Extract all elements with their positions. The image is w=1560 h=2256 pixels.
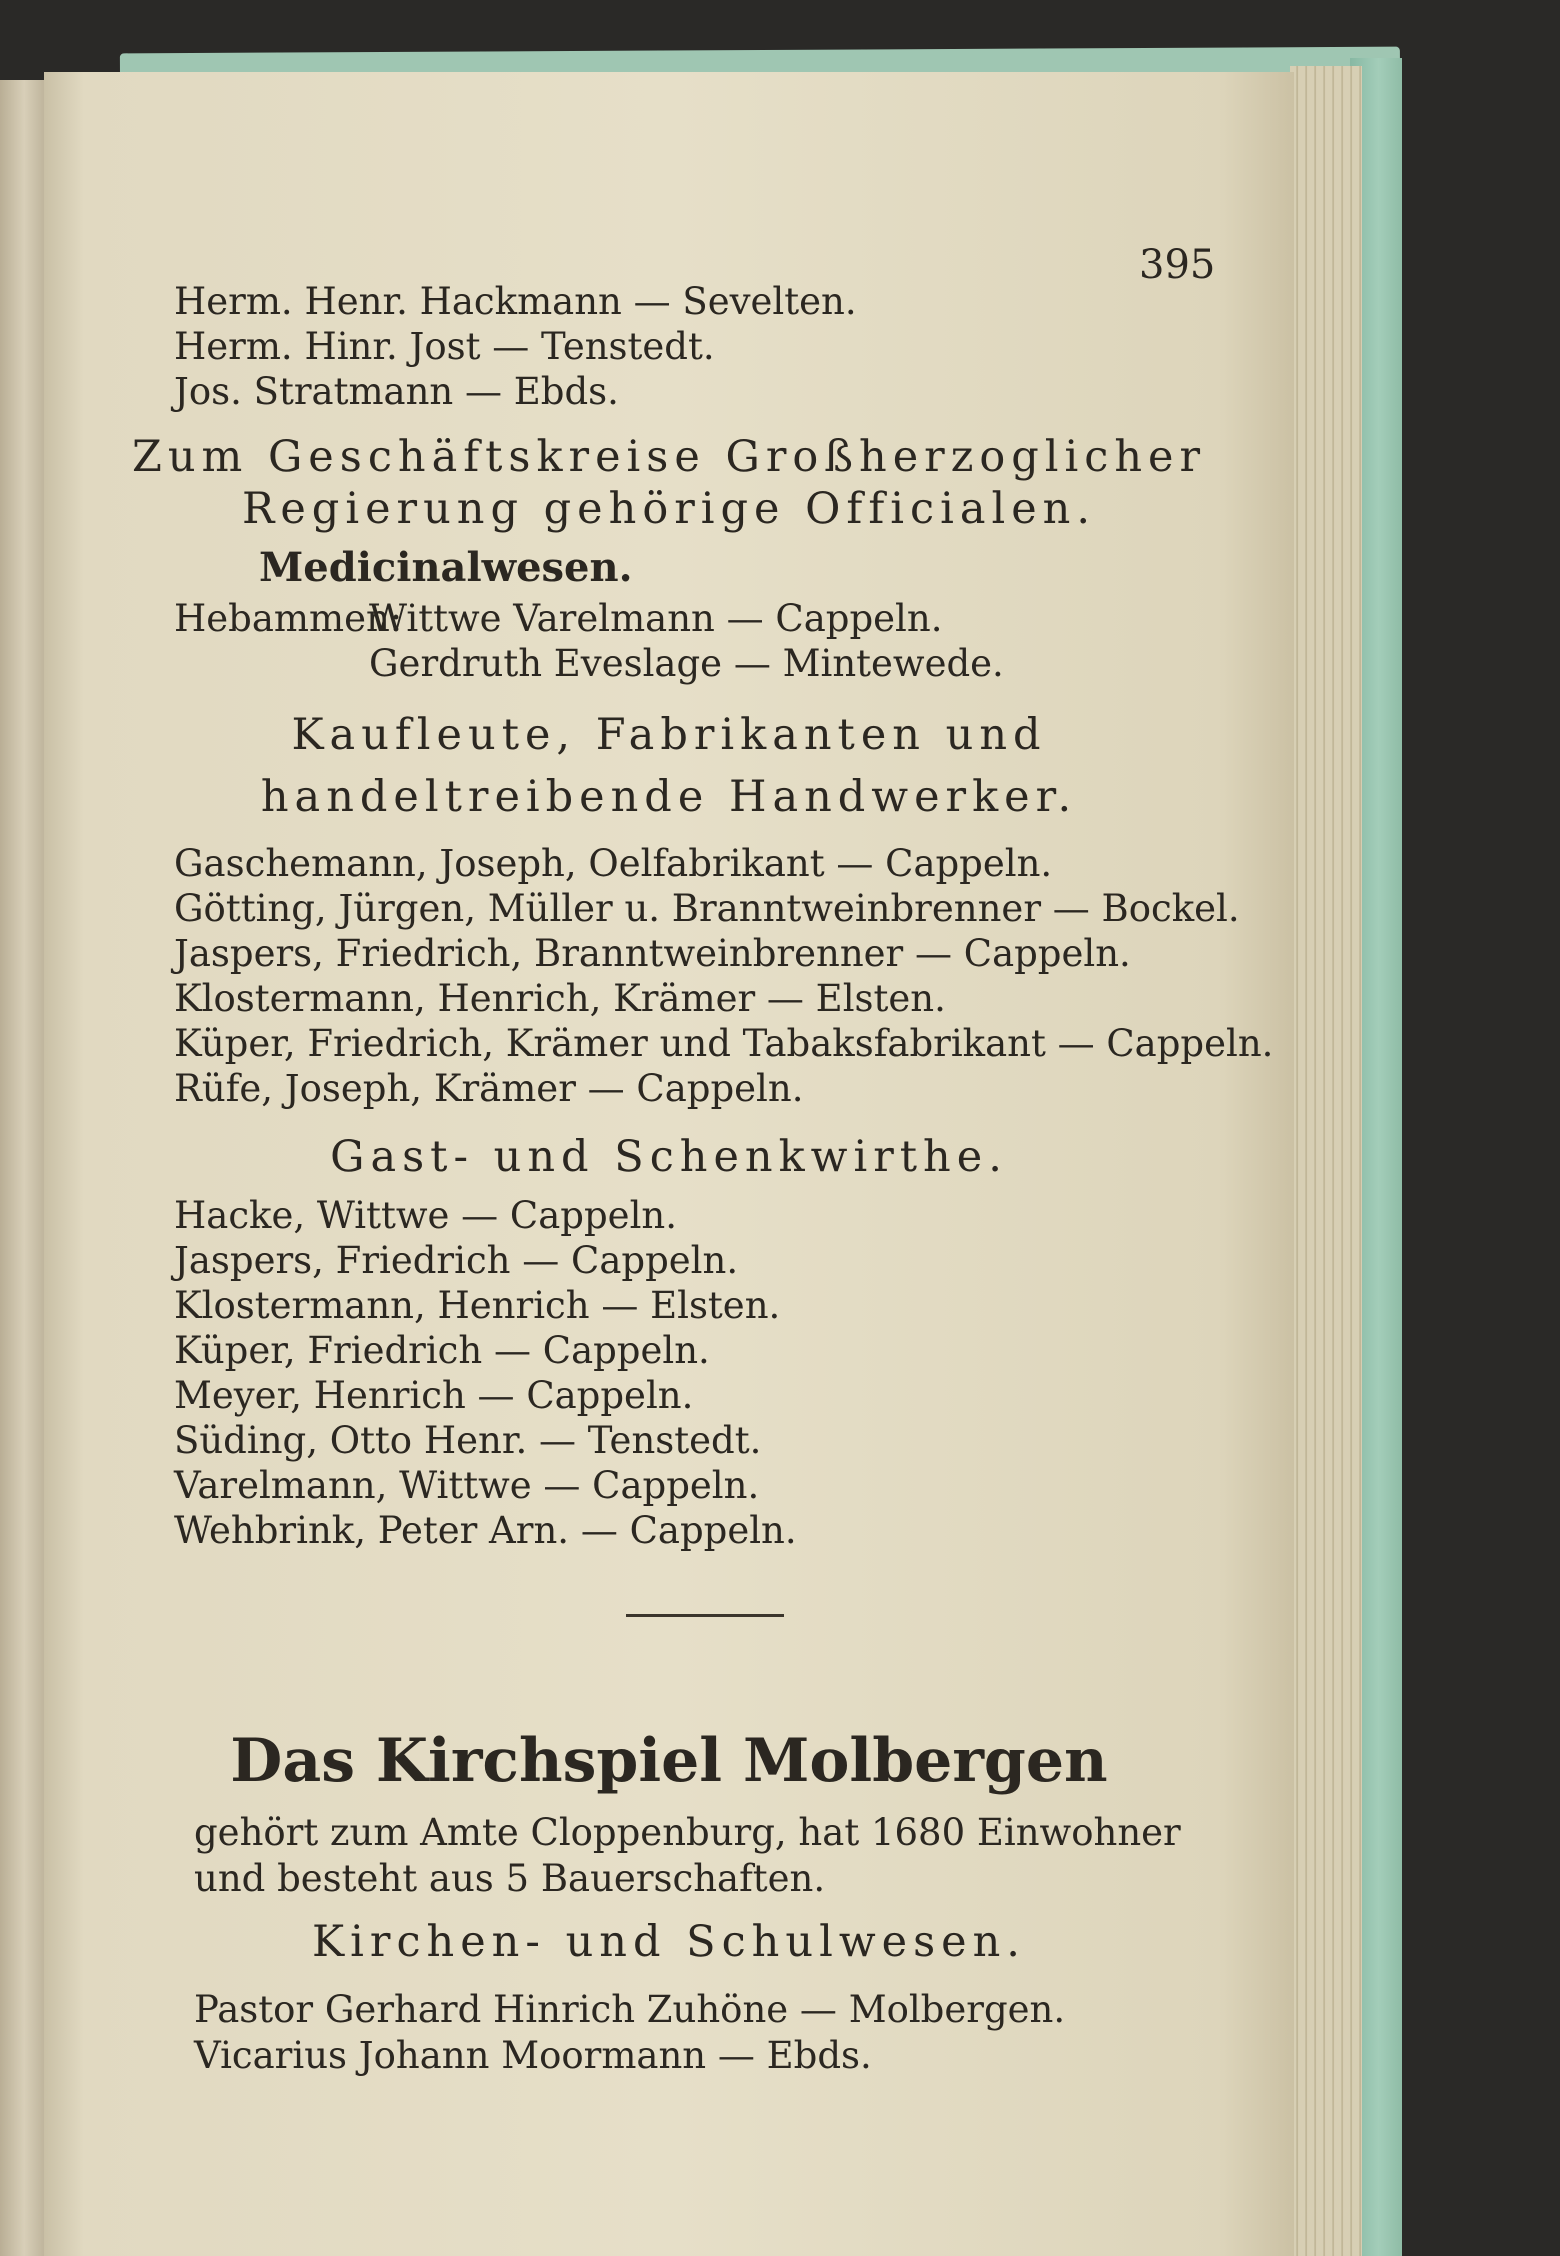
list-item: Jaspers, Friedrich, Branntweinbrenner — Cappeln. [174,932,1131,975]
section-title: Gast- und Schenkwirthe. [330,1132,1008,1182]
section-title: handeltreibende Handwerker. [260,772,1078,822]
section-title: Regierung gehörige Officialen. [241,484,1097,534]
list-item: Küper, Friedrich, Krämer und Tabaksfabrikant — Cappeln. [174,1022,1274,1065]
section-title: Kaufleute, Fabrikanten und [291,710,1047,760]
list-item: Gaschemann, Joseph, Oelfabrikant — Cappeln. [174,842,1053,885]
list-item: Pastor Gerhard Hinrich Zuhöne — Molbergen. [194,1988,1066,2031]
page-number: 395 [1139,242,1216,288]
list-item: Herm. Hinr. Jost — Tenstedt. [174,325,715,368]
list-item: Jos. Stratmann — Ebds. [174,370,619,413]
subsection-heading: Medicinalwesen. [259,544,633,591]
section-title: Kirchen- und Schulwesen. [312,1917,1026,1967]
left-page-edge [0,80,44,2256]
chapter-heading: Das Kirchspiel Molbergen [230,1726,1108,1796]
list-item: Varelmann, Wittwe — Cappeln. [174,1464,760,1507]
list-item: Gerdruth Eveslage — Mintewede. [369,642,1004,685]
list-item: Klostermann, Henrich — Elsten. [174,1284,781,1327]
list-item: Jaspers, Friedrich — Cappeln. [174,1239,739,1282]
list-item: Wittwe Varelmann — Cappeln. [369,597,943,640]
list-item: Wehbrink, Peter Arn. — Cappeln. [174,1509,797,1552]
list-item: Götting, Jürgen, Müller u. Branntweinbrenner — Bockel. [174,887,1240,930]
list-item: Herm. Henr. Hackmann — Sevelten. [174,280,857,323]
list-item: Küper, Friedrich — Cappeln. [174,1329,710,1372]
label: Hebammen: [174,597,403,640]
book-page [44,72,1294,2256]
list-item: Meyer, Henrich — Cappeln. [174,1374,694,1417]
divider [626,1614,784,1617]
paragraph: gehört zum Amte Cloppenburg, hat 1680 Einwohner und besteht aus 5 Bauerschaften. [194,1811,1181,1900]
list-item: Klostermann, Henrich, Krämer — Elsten. [174,977,946,1020]
list-item: Süding, Otto Henr. — Tenstedt. [174,1419,762,1462]
list-item: Hacke, Wittwe — Cappeln. [174,1194,677,1237]
page-edges [1290,66,1362,2256]
section-title: Zum Geschäftskreise Großherzoglicher [131,432,1207,482]
list-item: Vicarius Johann Moormann — Ebds. [194,2034,872,2077]
list-item: Rüfe, Joseph, Krämer — Cappeln. [174,1067,804,1110]
